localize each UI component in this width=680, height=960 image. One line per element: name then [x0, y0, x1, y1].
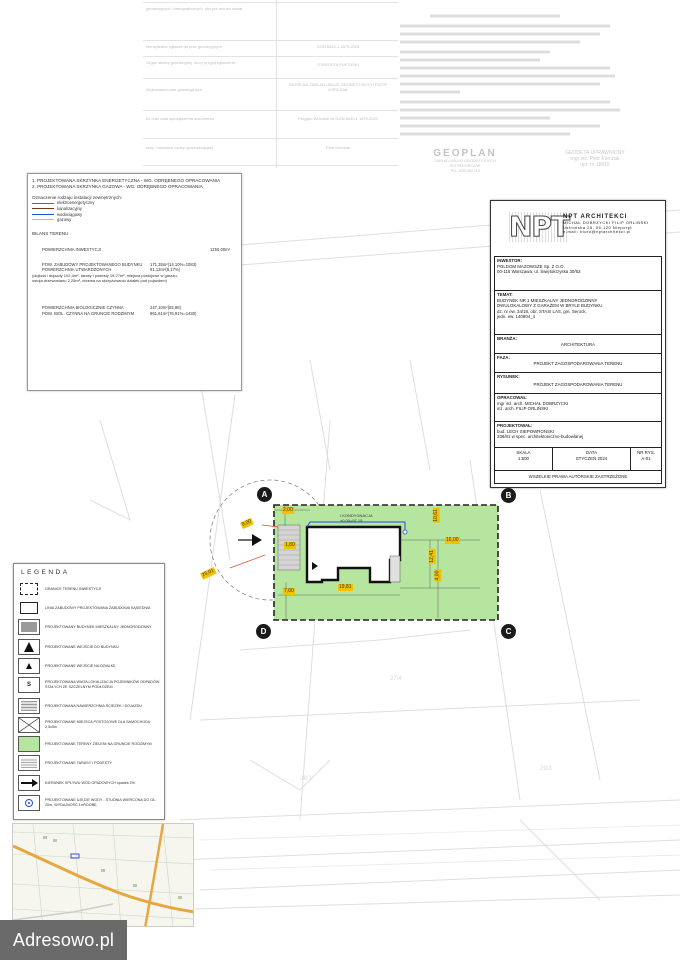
sheet-value: A-01	[641, 455, 651, 461]
dimension-label: 7,00	[284, 588, 294, 594]
legend-item-building: PROJEKTOWANY BUDYNEK MIESZKALNY JEDNORODZINNY	[18, 619, 162, 635]
legend-item-well: PROJEKTOWANE UJĘCIE WODY - STUDNIA WIERCONA DO GŁ. 20m, WYDAJNOŚĆ 1m³/DOBĘ	[18, 795, 162, 811]
designer-section: PROJEKTOWAŁ: bud. LECH SIEPOWROŃSKI 338/81 w spec. architektoniczno-budowlanej	[495, 422, 661, 448]
stamp-row-label: Nr oraz data sporządzenia dokumentu	[146, 116, 214, 121]
scale-value: 1:500	[518, 455, 529, 461]
stamp-row-label: Imię i nazwisko osoby sporządzającej	[146, 145, 213, 150]
side-road	[145, 824, 163, 927]
npt-logo-mark: NPT	[509, 210, 570, 243]
corner-marker-c: C	[501, 624, 516, 639]
param-row: POW. BIOL. CZYNNA NA GRUNCIE RODZIMYM 961,61m²(76,91%=1430)	[42, 310, 197, 316]
entry-triangle-icon	[252, 534, 262, 546]
date-value: STYCZEŃ 2024	[575, 455, 608, 461]
legend-item-green: PROJEKTOWANE TERENY ZIELENI NA GRUNCIE RODZIMYM	[18, 736, 162, 752]
dimension-label: 4,00	[434, 570, 441, 581]
legend-item-building-line: LINIA ZABUDOWY PROJEKTOWANA ZABUDOWA SĄSIEDNIA	[18, 600, 162, 616]
info-line-2: 2. PROJEKTOWANA SKRZYNKA GAZOWA - WG. ODRĘBNEGO OPRACOWANIA	[32, 183, 203, 189]
geoplan-line3: TEL. 508 660 113	[450, 169, 480, 173]
surveyor-name: mgr inż. Piotr Korczak	[570, 156, 620, 162]
legend-item-plot-entry: PROJEKTOWANE WEJŚCIE NA DZIAŁKĘ	[18, 658, 162, 674]
legend-title: LEGENDA	[21, 569, 70, 576]
param-row: POWIERZCHNIA UTWARDZONYCH 91,13m²(8,17%)	[42, 267, 181, 273]
corner-marker-b: B	[501, 488, 516, 503]
surveyor-title: GEODETA UPRAWNIONY	[565, 150, 625, 156]
installation-electric: elektroenergetyczny	[32, 200, 237, 206]
param-row: POWIERZCHNIA BIOLOGICZNIE CZYNNA 247,10m²(82,98)	[42, 305, 181, 311]
faint-clause-text	[400, 12, 640, 142]
terrace	[390, 556, 400, 582]
survey-stamp-table	[143, 0, 398, 168]
parking-cross-icon	[19, 718, 39, 732]
firm-name: NPT ARCHITEKCI	[563, 214, 628, 220]
waste-s-icon: S	[26, 682, 31, 688]
legend-item-paving: PROJEKTOWANA NAWIERZCHNIA ŚCIEŻEK I DOJAZDU	[18, 698, 162, 714]
date-label: DATA	[585, 450, 598, 455]
dimension-label: 2,00	[283, 507, 293, 513]
dimension-label: 25,01	[201, 567, 215, 579]
stamp-row-value: Piotr Korczak	[326, 145, 350, 150]
surveyor-stamp	[545, 150, 645, 168]
geoplan-name: GEOPLAN	[433, 148, 497, 159]
param-row: POWIERZCHNIA INWESTYCJI 1250,00m²	[42, 246, 230, 252]
param-row: POW. ZABUDOWY PROJEKTOWANEGO BUDYNKU 171,35m²(14,10%=1083)	[42, 261, 197, 267]
legend-item-terrace: PROJEKTOWANE TARASY I PODESTY	[18, 755, 162, 771]
installation-legend-title: Oznaczenie rodzaju instalacji zewnętrznych:	[32, 194, 123, 200]
geoplan-line1: ZAKŁAD USŁUG GEODEZYJNYCH	[434, 159, 496, 163]
svg-text:27/4: 27/4	[390, 676, 402, 682]
adresowo-watermark: Adresowo.pl	[0, 920, 127, 960]
subject-section: TEMAT: BUDYNEK NR 1 MIESZKALNY JEDNORODZINNY DWULOKALOWY Z GARAŻEM W BRYLE BUDYNKU dz. nr ew. 34/18, obr. STASI LAS, gm. Serock, jedn. ew. 140804_4	[495, 291, 661, 335]
geoplan-stamp	[410, 148, 520, 174]
main-road	[13, 846, 194, 912]
title-block-table	[494, 256, 662, 484]
phase-section: FAZA: PROJEKT ZAGOSPODAROWANIA TERENU	[495, 354, 661, 373]
legend-item-building-entry: PROJEKTOWANE WEJŚCIE DO BUDYNKU	[18, 639, 162, 655]
dimension-label: 9,00	[240, 518, 253, 528]
stamp-row-label: Organ służby geodezyjnej, który przyjął zgłoszenie	[146, 60, 236, 65]
stamp-row-label: geodezyjnych i kartograficznych, których arkusz został	[146, 6, 243, 11]
npt-logo	[505, 210, 655, 246]
site-balance-title: BILANS TERENU	[32, 230, 69, 236]
stamp-row-value: STAROSTA PUŁTUSKI	[317, 62, 359, 67]
info-panel	[27, 173, 242, 391]
prepared-section: OPRACOWAŁ: mgr inż. arch. MICHAŁ DOBRZYCKI inż. arch. FILIP ORLIŃSKI	[495, 394, 661, 422]
branch-section: BRANŻA: ARCHITEKTURA	[495, 335, 661, 354]
dimension-label: 12,41	[428, 550, 435, 563]
dimension-label: 10,61	[432, 509, 439, 522]
scale-date-sheet-row	[495, 448, 661, 471]
scale-label: SKALA	[516, 450, 531, 455]
svg-text:29/3: 29/3	[540, 766, 552, 772]
dimension-label: 1,80	[285, 542, 295, 548]
entry-triangle-icon	[24, 642, 34, 652]
location-map	[12, 823, 194, 927]
investor-section: INWESTOR: POLDOM MAZOWSZE Sp. Z O.O. 00-116 Warszawa, ul. Świętokrzyska 30/63	[495, 257, 661, 291]
well-symbol	[403, 530, 407, 534]
installation-gas: gazowy	[32, 217, 237, 223]
legend-item-plot-boundary: GRANICE TERENU INWESTYCJI	[18, 581, 162, 597]
corner-marker-a: A	[257, 487, 272, 502]
dimension-label: 19,81	[339, 584, 352, 590]
sheet-label: NR RYS.	[637, 450, 655, 455]
geoplan-line2: PIOTR KORCZAK	[449, 164, 481, 168]
info-line-1: 1. PROJEKTOWANA SKRZYNKA ENERGETYCZNA - WG. ODRĘBNEGO OPRACOWANIA	[32, 178, 221, 183]
firm-details: MICHAŁ DOBRZYCKI FILIP ORLIŃSKI Ustrońska 25, 05-120 Nieporęt e-mail: biuro@nptarchitekci.pl	[563, 220, 649, 235]
stamp-row-label: Identyfikator zgłoszenia prac geodezyjnych	[146, 44, 223, 49]
installation-sewer: kanalizacyjny	[32, 206, 237, 212]
stamp-row-value: GGN.6640.1.1879.2023	[316, 44, 360, 49]
corner-marker-d: D	[256, 624, 271, 639]
stamp-row-value: GEOPLAN ZAKŁAD USŁUG GEODEZYJNYCH PIOTR KORCZAK	[288, 82, 388, 92]
site-plan	[190, 470, 530, 645]
building-label: I KONDYGNACJA ±0,00=97,15	[340, 513, 373, 523]
svg-text:28/1: 28/1	[300, 776, 312, 782]
copyright-note: WSZELKIE PRAWA AUTORSKIE ZASTRZEŻONE	[528, 474, 628, 479]
area-note: (dojścia i dojazdy 102,4m², tarasy i podesty 19,27m², miejsca postojowe w garażu, ostoja drzewostanu 2,25m², drzewa na skrzyżowaniu działek pod pojazdem)	[32, 272, 178, 283]
plot-entry-triangle-icon	[26, 663, 32, 669]
legend-item-drainage: KIERUNEK SPŁYWU WÓD OPADOWYCH spadek 2%	[18, 775, 162, 791]
dimension-label: 16,00	[446, 537, 459, 543]
legend-item-waste: S PROJEKTOWANA WIATA LOKALIZACJA POJEMNIKÓW ODPADÓW STAŁYCH ZE SZCZELNYM PODŁOŻEM	[18, 677, 162, 693]
legend-panel	[13, 563, 165, 820]
installation-water: wodociągowy	[32, 212, 237, 218]
stamp-row-label: Wykonawca prac geodezyjnych	[146, 87, 202, 92]
surveyor-license: upr. nr 18815	[580, 162, 610, 168]
legend-item-parking: PROJEKTOWANE MIEJSCA POSTOJOWE DLA SAMOCHODU 2,5x5m	[18, 717, 162, 733]
drawing-section: RYSUNEK: PROJEKT ZAGOSPODAROWANIA TERENU	[495, 373, 661, 394]
stamp-row-value: Przyjęto Wniosek Nr GGN.6640.1.1879.2023	[298, 116, 378, 121]
